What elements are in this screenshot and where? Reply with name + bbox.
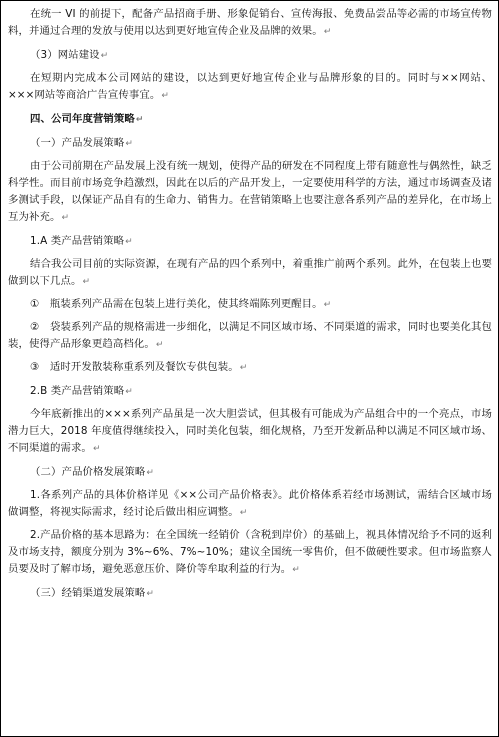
paragraph: 今年底新推出的×××系列产品虽是一次大胆尝试，但其极有可能成为产品组合中的一个亮点，市场潜力巨大，2018 年度值得继续投入，同时美化包装，细化规格，乃至开发新品种以满足不同区域市场、不同渠道的需求。↵ [8, 408, 492, 454]
paragraph-mark-icon: ↵ [155, 340, 164, 350]
subheading-website: （3）网站建设↵ [30, 49, 109, 61]
paragraph: 在统一 VI 的前提下，配备产品招商手册、形象促销台、宣传海报、免费品尝品等必需的市场宣传物料，并通过合理的发放与使用以达到更好地宣传企业及品牌的效果。↵ [8, 8, 492, 37]
subheading-a: 1.A 类产品营销策略↵ [30, 235, 133, 247]
paragraph-mark-icon: ↵ [239, 363, 248, 373]
paragraph-mark-icon: ↵ [82, 277, 91, 287]
paragraph-mark-icon: ↵ [125, 139, 134, 149]
paragraph-mark-icon: ↵ [92, 444, 101, 454]
paragraph-mark-icon: ↵ [125, 237, 133, 247]
list-item: ① 瓶装系列产品需在包装上进行美化，使其终端陈列更醒目。↵ [30, 298, 332, 310]
section-heading: 四、公司年度营销策略↵ [30, 113, 144, 125]
paragraph: 1.各系列产品的具体价格详见《××公司产品价格表》。此价格体系若经市场测试，需结合区域市场做调整，将视实际需求，经讨论后做出相应调整。↵ [8, 489, 492, 518]
paragraph-mark-icon: ↵ [239, 508, 248, 518]
paragraph-mark-icon: ↵ [61, 213, 70, 223]
paragraph-mark-icon: ↵ [292, 565, 300, 575]
paragraph: 由于公司前期在产品发展上没有统一规划，使得产品的研发在不同程度上带有随意性与偶然性，缺乏科学性。而目前市场竞争趋激烈，因此在以后的产品开发上，一定要使用科学的方法，通过市场调查及诸多测试手段，以保证产品自有的生命力、销售力。在营销策略上也要注意各系列产品的差异化，在市场上互为补充。↵ [8, 160, 492, 223]
document-body [8, 6, 492, 603]
paragraph-mark-icon: ↵ [100, 51, 109, 61]
subheading-product: （一）产品发展策略↵ [30, 137, 134, 149]
paragraph-mark-icon: ↵ [146, 589, 155, 599]
paragraph-mark-icon: ↵ [323, 300, 332, 310]
list-item: ② 袋装系列产品的规格需进一步细化，以满足不同区域市场、不同渠道的需求，同时也要美化其包装，使得产品形象更趋高档化。↵ [8, 321, 492, 350]
paragraph-mark-icon: ↵ [161, 91, 169, 101]
paragraph-mark-icon: ↵ [146, 468, 155, 478]
paragraph: 结合我公司目前的实际资源，在现有产品的四个系列中，着重推广前两个系列。此外，在包装上也要做到以下几点。↵ [8, 258, 492, 287]
paragraph-mark-icon: ↵ [135, 115, 144, 125]
paragraph-mark-icon: ↵ [125, 387, 133, 397]
paragraph-mark-icon: ↵ [323, 27, 332, 37]
list-item: ③ 适时开发散装称重系列及餐饮专供包装。↵ [30, 361, 248, 373]
paragraph: 在短期内完成本公司网站的建设，以达到更好地宣传企业与品牌形象的目的。同时与××网站、×××网站等商洽广告宣传事宜。↵ [8, 72, 492, 101]
paragraph: 2.产品价格的基本思路为：在全国统一经销价（含税到岸价）的基础上，视具体情况给予不同的返利及市场支持，额度分别为 3%~6%、7%~10%；建议全国统一零售价，但不做硬性要求。但市场监察人员要及时了解市场，避免恶意压价、降价等牟取利益的行为。↵ [8, 529, 492, 575]
subheading-price: （二）产品价格发展策略↵ [30, 466, 155, 478]
subheading-channel: （三）经销渠道发展策略↵ [30, 587, 155, 599]
subheading-b: 2.B 类产品营销策略↵ [30, 385, 133, 397]
